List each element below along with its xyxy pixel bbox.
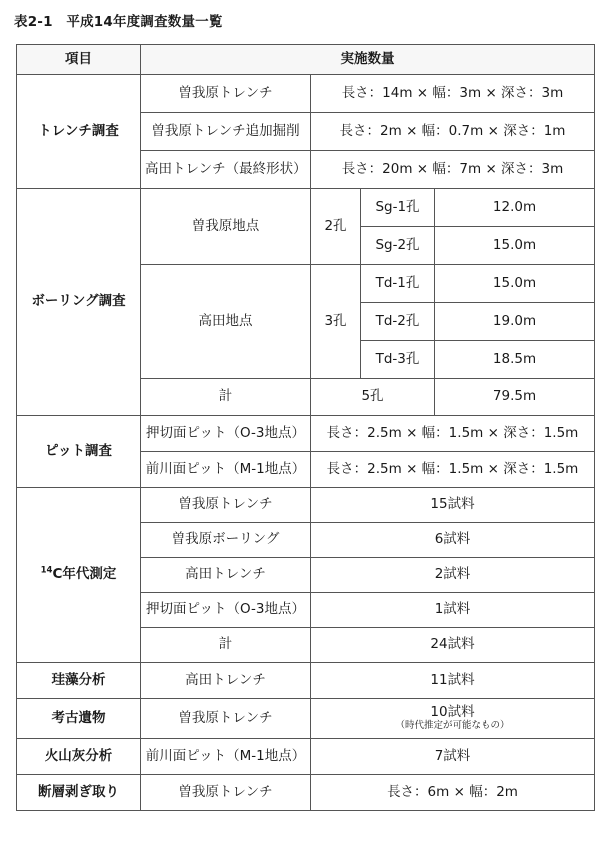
total-depth: 79.5m bbox=[435, 379, 595, 416]
table-row bbox=[17, 739, 595, 775]
table-row bbox=[17, 699, 595, 739]
item-value: 2試料 bbox=[311, 558, 595, 593]
item-name: 高田トレンチ（最終形状） bbox=[141, 151, 311, 189]
item-value: 長さ：6m × 幅：2m bbox=[311, 775, 595, 811]
item-value: 長さ：2.5m × 幅：1.5m × 深さ：1.5m bbox=[311, 416, 595, 452]
category-diatom: 珪藻分析 bbox=[17, 663, 141, 699]
table-row bbox=[17, 663, 595, 699]
archaeology-note: （時代推定が可能なもの） bbox=[395, 720, 510, 732]
site-name: 高田地点 bbox=[141, 265, 311, 379]
hole-depth: 19.0m bbox=[435, 303, 595, 341]
item-name: 計 bbox=[141, 628, 311, 663]
category-peel: 断層剥ぎ取り bbox=[17, 775, 141, 811]
site-count: 2孔 bbox=[311, 189, 361, 265]
item-value bbox=[311, 699, 595, 739]
hole-depth: 18.5m bbox=[435, 341, 595, 379]
item-value: 長さ：2m × 幅：0.7m × 深さ：1m bbox=[311, 113, 595, 151]
archaeology-value: 10試料 bbox=[430, 703, 475, 720]
item-value: 長さ：14m × 幅：3m × 深さ：3m bbox=[311, 75, 595, 113]
item-name: 曽我原トレンチ bbox=[141, 699, 311, 739]
category-trench: トレンチ調査 bbox=[17, 75, 141, 189]
item-value: 15試料 bbox=[311, 488, 595, 523]
c14-superscript: 14 bbox=[40, 565, 53, 576]
hole-id: Td-1孔 bbox=[361, 265, 435, 303]
item-value: 長さ：2.5m × 幅：1.5m × 深さ：1.5m bbox=[311, 452, 595, 488]
item-name: 曽我原トレンチ bbox=[141, 75, 311, 113]
table-row bbox=[17, 75, 595, 113]
table-row bbox=[17, 775, 595, 811]
table-header-row bbox=[17, 45, 595, 75]
category-boring: ボーリング調査 bbox=[17, 189, 141, 416]
item-name: 前川面ピット（M-1地点） bbox=[141, 452, 311, 488]
hole-id: Sg-2孔 bbox=[361, 227, 435, 265]
item-value: 長さ：20m × 幅：7m × 深さ：3m bbox=[311, 151, 595, 189]
table-row bbox=[17, 416, 595, 452]
item-name: 曽我原ボーリング bbox=[141, 523, 311, 558]
item-name: 押切面ピット（O-3地点） bbox=[141, 416, 311, 452]
survey-quantity-table bbox=[16, 44, 595, 811]
total-count: 5孔 bbox=[311, 379, 435, 416]
hole-id: Sg-1孔 bbox=[361, 189, 435, 227]
hole-depth: 12.0m bbox=[435, 189, 595, 227]
hole-id: Td-3孔 bbox=[361, 341, 435, 379]
header-quantity: 実施数量 bbox=[141, 45, 595, 75]
category-c14-label: C年代測定 bbox=[52, 566, 117, 583]
table-row bbox=[17, 488, 595, 523]
item-name: 高田トレンチ bbox=[141, 558, 311, 593]
table-caption: 表2-1 平成14年度調査数量一覧 bbox=[14, 14, 223, 30]
item-value: 11試料 bbox=[311, 663, 595, 699]
header-item: 項目 bbox=[17, 45, 141, 75]
item-value: 1試料 bbox=[311, 593, 595, 628]
table-row bbox=[17, 189, 595, 227]
category-pit: ピット調査 bbox=[17, 416, 141, 488]
hole-depth: 15.0m bbox=[435, 265, 595, 303]
item-name: 曽我原トレンチ bbox=[141, 775, 311, 811]
total-label: 計 bbox=[141, 379, 311, 416]
site-count: 3孔 bbox=[311, 265, 361, 379]
category-ash: 火山灰分析 bbox=[17, 739, 141, 775]
item-value: 24試料 bbox=[311, 628, 595, 663]
item-name: 押切面ピット（O-3地点） bbox=[141, 593, 311, 628]
site-name: 曽我原地点 bbox=[141, 189, 311, 265]
hole-depth: 15.0m bbox=[435, 227, 595, 265]
item-name: 高田トレンチ bbox=[141, 663, 311, 699]
item-name: 曽我原トレンチ bbox=[141, 488, 311, 523]
item-name: 曽我原トレンチ追加掘削 bbox=[141, 113, 311, 151]
category-c14 bbox=[17, 488, 141, 663]
item-value: 6試料 bbox=[311, 523, 595, 558]
category-archaeology: 考古遺物 bbox=[17, 699, 141, 739]
item-value: 7試料 bbox=[311, 739, 595, 775]
hole-id: Td-2孔 bbox=[361, 303, 435, 341]
item-name: 前川面ピット（M-1地点） bbox=[141, 739, 311, 775]
